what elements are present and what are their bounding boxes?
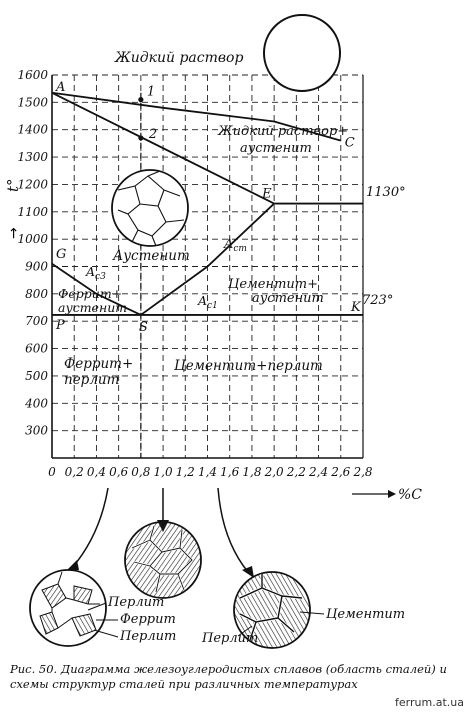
x-tick-label: 0,8 (131, 465, 151, 479)
region-cementite-austenite-1: Цементит+ (228, 277, 318, 292)
y-tick-label: 1300 (17, 150, 48, 165)
point-label: K (351, 299, 361, 315)
temp-1130: 1130° (366, 185, 406, 200)
label-left-perlite: Перлит (108, 595, 165, 610)
y-axis-label: t° (4, 178, 22, 192)
y-tick-label: 1200 (17, 177, 48, 192)
line-label-ac1: $A_{c1}$ (198, 293, 218, 311)
point-label: P (56, 317, 65, 333)
point-marker (138, 135, 143, 140)
y-tick-label: 1000 (17, 232, 48, 247)
line-label-ac3: $A_{c3}$ (86, 264, 106, 282)
structure-perlite (125, 522, 201, 598)
y-tick-label: 1500 (17, 95, 48, 110)
y-axis-arrow: → (6, 227, 22, 239)
line-label-acm: $A_{cm}$ (224, 237, 247, 254)
label-left-perlite-2: Перлит (120, 629, 177, 644)
y-tick-label: 800 (25, 286, 48, 301)
x-tick-label: 1,6 (220, 465, 240, 479)
y-tick-label: 900 (25, 259, 48, 274)
point-label: 1 (146, 84, 156, 100)
region-cementite-perlite: Цементит+перлит (174, 358, 323, 374)
region-cementite-austenite-2: аустенит (252, 291, 324, 306)
leader-left-3 (94, 630, 118, 637)
point-label: A (56, 79, 66, 95)
x-tick-label: 0,4 (86, 465, 106, 479)
region-liquid-austenite-1: Жидкий раствор+ (218, 124, 349, 139)
x-tick-label: 1,0 (153, 465, 173, 479)
region-liquid: Жидкий раствор (115, 50, 244, 66)
x-tick-label: 0,6 (109, 465, 129, 479)
x-tick-label: 2,4 (309, 465, 329, 479)
austenite-structure (112, 170, 188, 246)
x-tick-label: 1,2 (175, 465, 195, 479)
point-label: E (262, 186, 272, 202)
region-ferrite-austenite-1: Феррит+ (58, 286, 123, 301)
y-tick-label: 600 (25, 341, 48, 356)
liquid-drop-circle (264, 15, 340, 91)
x-tick-label: 1,4 (197, 465, 218, 479)
figure-caption: Рис. 50. Диаграмма железоуглеродистых сплавов (область сталей) и схемы структур сталей при различных температурах (10, 662, 447, 691)
arrow-head-right (242, 566, 254, 578)
temp-723: 723° (362, 293, 394, 308)
region-ferrite-perlite-2: перлит (64, 372, 120, 388)
point-label: S (138, 319, 148, 335)
x-tick-label: 1,8 (242, 465, 262, 479)
region-ferrite-perlite-1: Феррит+ (64, 356, 134, 372)
y-tick-label: 500 (25, 368, 48, 383)
x-tick-label: 2,6 (331, 465, 351, 479)
y-tick-label: 1600 (17, 68, 48, 82)
y-tick-label: 1400 (17, 122, 48, 137)
x-tick-label: 0 (48, 465, 56, 479)
point-label: C (344, 135, 355, 151)
region-austenite: Аустенит (113, 248, 190, 264)
point-label: G (56, 246, 67, 262)
watermark: ferrum.at.ua (395, 696, 464, 709)
x-tick-label: 0,2 (64, 465, 84, 479)
label-left-ferrite: Феррит (120, 612, 176, 627)
region-liquid-austenite-2: аустенит (240, 141, 312, 156)
y-tick-labels (17, 68, 48, 438)
y-tick-label: 700 (25, 314, 48, 329)
x-axis-label: %C (398, 487, 423, 503)
region-ferrite-austenite-2: аустенит (58, 300, 128, 315)
x-axis-arrow-head (388, 490, 396, 498)
point-marker (138, 97, 143, 102)
point-label: 2 (148, 126, 158, 142)
structure-ferrite-perlite (30, 570, 106, 646)
y-tick-label: 1100 (17, 204, 48, 219)
y-tick-label: 300 (25, 423, 48, 438)
x-tick-labels (48, 465, 373, 479)
x-tick-label: 2,8 (353, 465, 373, 479)
x-tick-label: 2,0 (264, 465, 284, 479)
x-tick-label: 2,2 (286, 465, 306, 479)
label-right-cementite: Цементит (326, 607, 406, 622)
label-right-perlite: Перлит (202, 631, 259, 646)
y-tick-label: 400 (25, 396, 48, 411)
